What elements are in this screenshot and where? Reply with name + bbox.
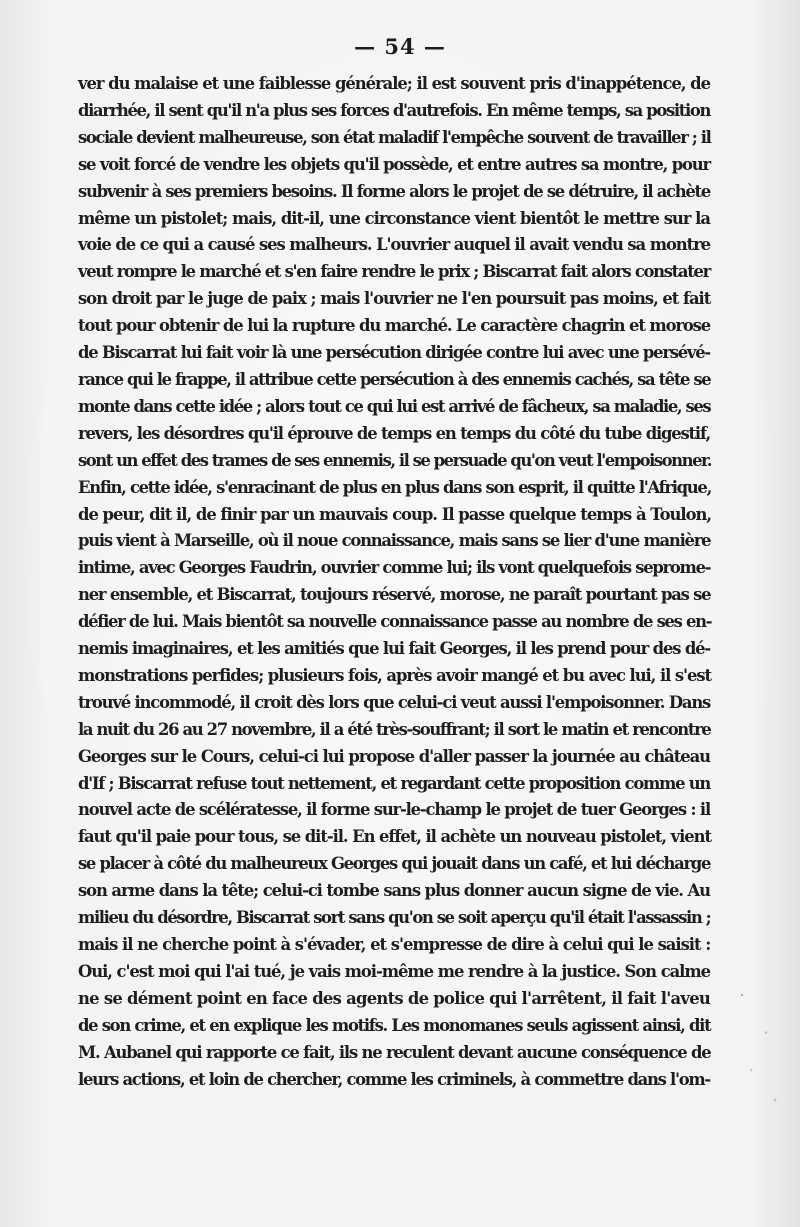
text-line: M. Aubanel qui rapporte ce fait, ils ne reculent devant aucune conséquence de (78, 1042, 711, 1062)
text-line: voie de ce qui a causé ses malheurs. L'ouvrier auquel il avait vendu sa montre (78, 235, 710, 255)
text-line: ne se dément point en face des agents de police qui l'arrêtent, il fait l'aveu (78, 988, 711, 1008)
text-line: tout pour obtenir de lui la rupture du marché. Le caractère chagrin et morose (78, 316, 711, 336)
text-line: diarrhée, il sent qu'il n'a plus ses forces d'autrefois. En même temps, sa position (78, 100, 711, 120)
text-line: Georges sur le Cours, celui-ci lui propose d'aller passer la journée au château (78, 746, 710, 766)
text-line: se voit forcé de vendre les objets qu'il possède, et entre autres sa montre, pour (78, 154, 710, 174)
text-line: faut qu'il paie pour tous, se dit-il. En effet, il achète un nouveau pistolet, vient (78, 827, 711, 847)
text-line: veut rompre le marché et s'en faire rendre le prix ; Biscarrat fait alors constater (78, 262, 710, 282)
text-line: Enfin, cette idée, s'enracinant de plus en plus dans son esprit, il quitte l'Afrique, (78, 477, 711, 497)
text-line: de peur, dit il, de finir par un mauvais coup. Il passe quelque temps à Toulon, (78, 504, 712, 524)
text-line: intime, avec Georges Faudrin, ouvrier comme lui; ils vont quelquefois seprome- (78, 558, 711, 578)
text-line: ner ensemble, et Biscarrat, toujours réservé, morose, ne paraît pourtant pas se (78, 585, 711, 605)
page-number: — 54 — (354, 34, 446, 59)
text-line: rance qui le frappe, il attribue cette persécution à des ennemis cachés, sa tête se (78, 369, 711, 389)
text-line: de Biscarrat lui fait voir là une persécution dirigée contre lui avec une persévé- (78, 343, 710, 363)
text-line: son droit par le juge de paix ; mais l'ouvrier ne l'en poursuit pas moins, et fait (78, 289, 711, 309)
text-line: nemis imaginaires, et les amitiés que lui fait Georges, il les prend pour des dé- (78, 639, 710, 659)
text-line: subvenir à ses premiers besoins. Il forme alors le projet de se détruire, il achète (78, 181, 710, 201)
text-line: Oui, c'est moi qui l'ai tué, je vais moi-même me rendre à la justice. Son calme (78, 961, 710, 981)
text-line: nouvel acte de scélératesse, il forme sur-le-champ le projet de tuer Georges : il (78, 800, 710, 820)
text-line: leurs actions, et loin de chercher, comme les criminels, à commettre dans l'om- (78, 1069, 710, 1089)
paper-specks (730, 980, 790, 1130)
text-line: défier de lui. Mais bientôt sa nouvelle connaissance passe au nombre de ses en- (78, 612, 712, 632)
text-line: monstrations perfides; plusieurs fois, après avoir mangé et bu avec lui, il s'est (78, 665, 711, 685)
text-line: de son crime, et en explique les motifs. Les monomanes seuls agissent ainsi, dit (78, 1015, 711, 1035)
text-line: la nuit du 26 au 27 novembre, il a été très-souffrant; il sort le matin et rencontre (78, 719, 711, 739)
text-line: mais il ne cherche point à s'évader, et s'empresse de dire à celui qui le saisit : (78, 935, 711, 954)
text-line: d'If ; Biscarrat refuse tout nettement, et regardant cette proposition comme un (78, 773, 710, 793)
text-line: même un pistolet; mais, dit-il, une circonstance vient bientôt le mettre sur la (78, 208, 710, 228)
text-line: se placer à côté du malheureux Georges qui jouait dans un café, et lui décharge (78, 854, 711, 874)
text-line: revers, les désordres qu'il éprouve de temps en temps du côté du tube digestif, (78, 423, 710, 443)
text-line: sociale devient malheureuse, son état maladif l'empêche souvent de travailler ; il (78, 127, 711, 147)
text-line: son arme dans la tête; celui-ci tombe sans plus donner aucun signe de vie. Au (78, 881, 710, 901)
text-line: trouvé incommodé, il croit dès lors que celui-ci veut aussi l'empoisonner. Dans (78, 692, 711, 712)
text-line: ver du malaise et une faiblesse générale; il est souvent pris d'inappétence, de (78, 74, 710, 93)
text-line: milieu du désordre, Biscarrat sort sans qu'on se soit aperçu qu'il était l'assassin ; (78, 908, 711, 928)
body-text (78, 71, 710, 1093)
text-line: monte dans cette idée ; alors tout ce qui lui est arrivé de fâcheux, sa maladie, ses (78, 396, 711, 416)
text-line: puis vient à Marseille, où il noue connaissance, mais sans se lier d'une manière (78, 531, 711, 551)
text-line: sont un effet des trames de ses ennemis, il se persuade qu'on veut l'empoisonner. (78, 450, 711, 470)
